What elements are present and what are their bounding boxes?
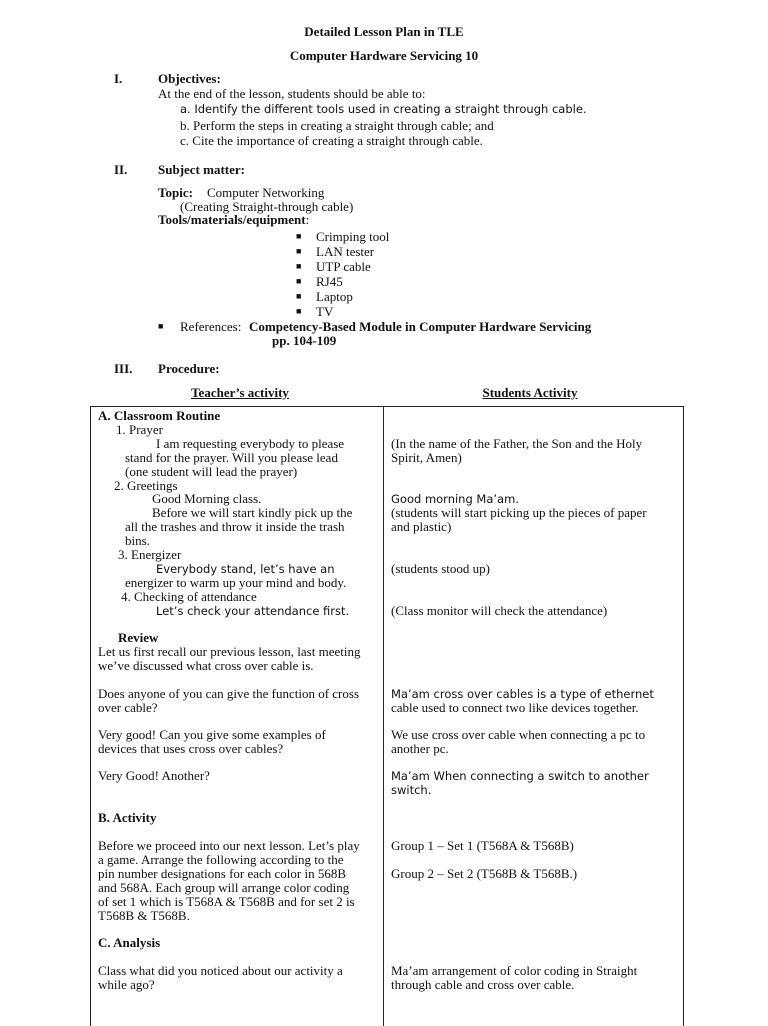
analysis-heading: C. Analysis (98, 935, 161, 950)
tools-label: Tools/materials/equipment: (158, 212, 310, 227)
procedure-heading: Procedure: (158, 361, 220, 376)
teacher-text: Let’s check your attendance first. (156, 604, 350, 618)
teacher-text: Let us first recall our previous lesson, last meeting (98, 644, 361, 659)
attendance-label: 4. Checking of attendance (121, 589, 257, 604)
teacher-text: over cable? (98, 700, 158, 715)
teacher-text: a game. Arrange the following according to the (98, 852, 344, 867)
energizer-label: 3. Energizer (118, 547, 182, 562)
subject-heading: Subject matter: (158, 162, 245, 177)
section-number-procedure: III. (114, 361, 133, 376)
topic-label: Topic: (158, 185, 193, 200)
teacher-text: while ago? (98, 977, 155, 992)
bullet-icon: ■ (296, 276, 302, 286)
tool-item: TV (316, 304, 334, 319)
student-text: We use cross over cable when connecting a pc to (391, 727, 646, 742)
teacher-text: T568B & T568B. (98, 908, 190, 923)
student-text: Ma’am cross over cables is a type of ethernet (391, 687, 654, 701)
teacher-text: all the trashes and throw it inside the trash (125, 519, 345, 534)
teacher-text: Before we proceed into our next lesson. Let’s play (98, 838, 360, 853)
objectives-heading: Objectives: (158, 71, 221, 86)
topic-value: Computer Networking (207, 185, 325, 200)
objective-b: b. Perform the steps in creating a straight through cable; and (180, 118, 494, 133)
teacher-text: bins. (125, 533, 150, 548)
tool-item: LAN tester (316, 244, 375, 259)
objectives-intro: At the end of the lesson, students should be able to: (158, 86, 426, 101)
greetings-label: 2. Greetings (114, 478, 178, 493)
teacher-text: Very Good! Another? (98, 768, 210, 783)
students-column-header: Students Activity (482, 385, 578, 400)
student-text: Group 1 – Set 1 (T568A & T568B) (391, 838, 574, 853)
tool-item: Laptop (316, 289, 353, 304)
bullet-icon: ■ (296, 306, 302, 316)
teacher-text: energizer to warm up your mind and body. (125, 575, 347, 590)
bullet-icon: ■ (296, 261, 302, 271)
student-text: (In the name of the Father, the Son and the Holy (391, 436, 643, 451)
procedure-table (90, 406, 684, 1026)
student-text: another pc. (391, 741, 449, 756)
student-text: and plastic) (391, 519, 452, 534)
student-text: (students stood up) (391, 561, 490, 576)
section-number-subject: II. (114, 162, 128, 177)
objective-c: c. Cite the importance of creating a straight through cable. (180, 133, 483, 148)
student-text: Good morning Ma’am. (391, 492, 519, 506)
references-value: Competency-Based Module in Computer Hardware Servicing (249, 319, 592, 334)
objective-a: a. Identify the different tools used in creating a straight through cable. (180, 102, 587, 116)
teacher-text: Does anyone of you can give the function of cross (98, 686, 360, 701)
teacher-text: and 568A. Each group will arrange color coding (98, 880, 350, 895)
prayer-label: 1. Prayer (116, 422, 163, 437)
teacher-text: Very good! Can you give some examples of (98, 727, 326, 742)
section-number-objectives: I. (114, 71, 123, 86)
tool-item: Crimping tool (316, 229, 390, 244)
student-text: Group 2 – Set 2 (T568B & T568B.) (391, 866, 578, 881)
student-text: (students will start picking up the pieces of paper (391, 505, 647, 520)
student-text: through cable and cross over cable. (391, 977, 575, 992)
review-heading: Review (118, 630, 159, 645)
teacher-text: pin number designations for each color in 568B (98, 866, 347, 881)
student-text: Ma’am When connecting a switch to another (391, 769, 649, 783)
topic-subtitle: (Creating Straight-through cable) (180, 199, 354, 214)
teacher-text: I am requesting everybody to please (156, 436, 345, 451)
student-text: switch. (391, 783, 432, 797)
student-text: cable used to connect two like devices together. (391, 700, 639, 715)
teacher-text: (one student will lead the prayer) (125, 464, 298, 479)
teacher-text: we’ve discussed what cross over cable is. (98, 658, 314, 673)
bullet-icon: ■ (296, 246, 302, 256)
activity-heading: B. Activity (98, 810, 157, 825)
references-pages: pp. 104-109 (272, 333, 337, 348)
teacher-column-header: Teacher’s activity (191, 385, 289, 400)
document-title: Detailed Lesson Plan in TLE (304, 24, 464, 39)
student-text: (Class monitor will check the attendance) (391, 603, 608, 618)
student-text: Spirit, Amen) (391, 450, 462, 465)
document-subtitle: Computer Hardware Servicing 10 (289, 48, 479, 63)
bullet-icon: ■ (296, 291, 302, 301)
teacher-text: Good Morning class. (152, 491, 262, 506)
student-text: Ma’am arrangement of color coding in Straight (391, 963, 638, 978)
column-divider (383, 407, 384, 1026)
teacher-text: of set 1 which is T568A & T568B and for set 2 is (98, 894, 355, 909)
teacher-text: devices that uses cross over cables? (98, 741, 284, 756)
bullet-icon: ■ (158, 321, 164, 331)
teacher-text: Class what did you noticed about our activity a (98, 963, 343, 978)
references-label: References: (180, 319, 242, 334)
bullet-icon: ■ (296, 231, 302, 241)
classroom-routine-heading: A. Classroom Routine (98, 408, 221, 423)
teacher-text: Everybody stand, let’s have an (156, 562, 335, 576)
teacher-text: Before we will start kindly pick up the (152, 505, 353, 520)
teacher-text: stand for the prayer. Will you please lead (125, 450, 338, 465)
tool-item: UTP cable (316, 259, 371, 274)
tool-item: RJ45 (316, 274, 343, 289)
